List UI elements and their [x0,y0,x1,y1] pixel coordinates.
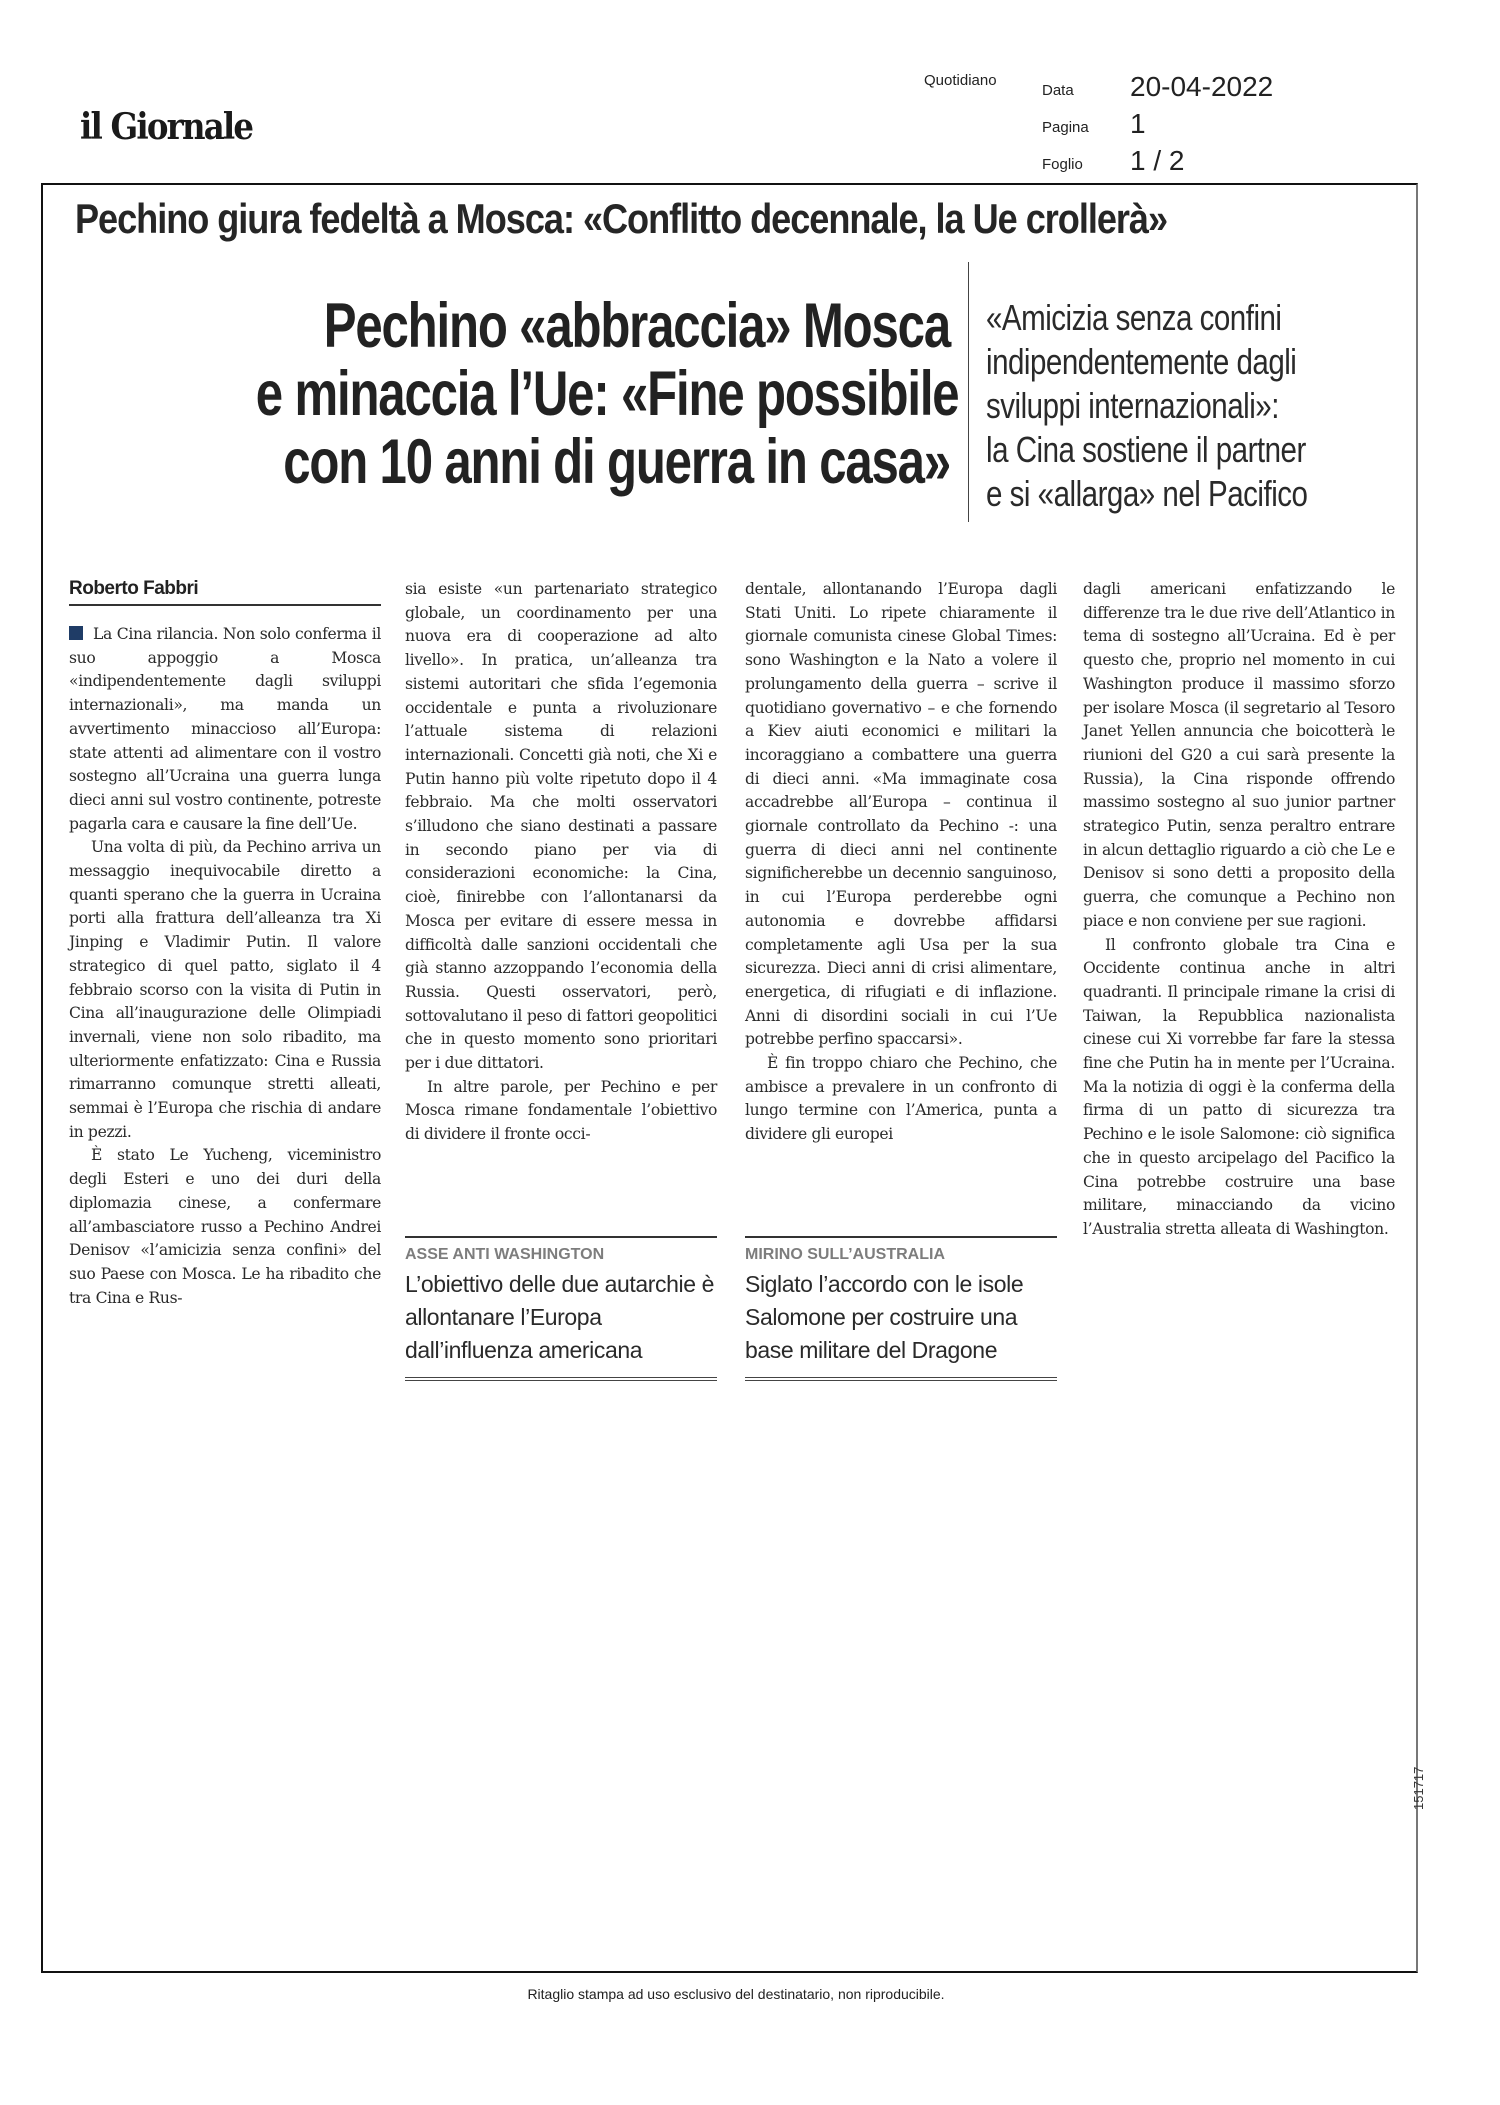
article-column-1 [69,623,381,1310]
paragraph: dentale, allontanando l’Europa dagli Stati Uniti. Lo ripete chiaramente il giornale comunista cinese Global Times: sono Washington e la Nato a volere il prolungamento della guerra – scrive il quotidiano governativo – e che fornendo a Kiev aiuti economici e militari la incoraggiano a combattere una guerra di dieci anni. «Ma immaginate cosa accadrebbe all’Europa – continua il giornale controllato da Pechino -: una guerra di dieci anni nel continente significherebbe un decennio sanguinoso, in cui l’Europa perderebbe ogni autonomia e dovrebbe affidarsi completamente agli Usa per la sua sicurezza. Dieci anni di crisi alimentare, energetica, di rifugiati e di inflazione. Anni di disordini sociali in cui l’Ue potrebbe perfino spaccarsi». [745,580,1057,1049]
article-headline [60,291,959,497]
clipping-meta [1042,70,1273,181]
byline: Roberto Fabbri [69,578,381,606]
paragraph: È stato Le Yucheng, viceministro degli Esteri e uno dei duri della diplomazia cinese, a confermare all’ambasciatore russo a Pechino Andrei Denisov «l’amicizia senza confini» del suo Paese con Mosca. Le ha ribadito che tra Cina e Rus- [69,1146,381,1307]
sidebar-label: ASSE ANTI WASHINGTON [405,1246,605,1263]
meta-label-page: Pagina [1042,119,1089,136]
sidebar-text: L’obiettivo delle due autarchie è allontanare l’Europa dall’influenza americana [405,1271,715,1363]
meta-value-page: 1 [1130,108,1146,139]
meta-value-date: 20-04-2022 [1130,71,1274,102]
paragraph: In altre parole, per Pechino e per Mosca rimane fondamentale l’obiettivo di dividere il fronte occi- [405,1077,717,1144]
subhead-line: la Cina sostiene il partner [986,429,1306,470]
paragraph: La Cina rilancia. Non solo conferma il suo appoggio a Mosca «indipendentemente dagli sviluppi internazionali», ma manda un avvertimento minaccioso all’Europa: state attenti ad alimentare con il vostro sostegno all’Ucraina una guerra lunga dieci anni sul vostro continente, potreste pagarla cara e causare la fine dell’Ue. [69,625,381,833]
copyright-note: Ritaglio stampa ad uso esclusivo del destinatario, non riproducibile. [527,1986,945,2002]
meta-label-date: Data [1042,82,1074,99]
paragraph: sia esiste «un partenariato strategico globale, un coordinamento per una nuova era di cooperazione ad alto livello». In pratica, un’alleanza tra sistemi autoritari che sfida l’egemonia occidentale e punta a rivoluzionare l’attuale sistema di relazioni internazionali. Concetti già noti, che Xi e Putin hanno più volte ripetuto dopo il 4 febbraio. Ma che molti osservatori s’illudono che siano destinati a passare in secondo piano per via di considerazioni economiche: la Cina, cioè, finirebbe con l’allontanarsi da Mosca per evitare di essere messa in difficoltà dalle sanzioni occidentali che già stanno azzoppando l’economia della Russia. Questi osservatori, però, sottovalutano il peso di fattori geopolitici che in questo momento sono prioritari per i due dittatori. [405,580,717,1073]
paragraph: È fin troppo chiaro che Pechino, che ambisce a prevalere in un confronto di lungo termine con l’America, punta a dividere gli europei [745,1054,1057,1144]
subhead-line: sviluppi internazionali»: [986,385,1279,426]
headline-line: Pechino «abbraccia» Mosca [323,291,950,361]
paragraph: Il confronto globale tra Cina e Occidente continua anche in altri quadranti. Il principale rimane la crisi di Taiwan, la Repubblica nazionalista cinese cui Xi vorrebbe far fare la stessa fine che Putin ha in mente per l’Ucraina. Ma la notizia di oggi è la conferma della firma di un patto di sicurezza tra Pechino e le isole Salomone: ciò significa che in questo arcipelago del Pacifico la Cina potrebbe costruire una base militare, minacciando da vicino l’Australia stretta alleata di Washington. [1083,935,1395,1238]
meta-label-sheet: Foglio [1042,156,1083,173]
sidebar-label: MIRINO SULL’AUSTRALIA [745,1246,945,1263]
headline-line: con 10 anni di guerra in casa» [283,427,950,497]
article-column-2 [405,578,717,1147]
subhead-line: e si «allarga» nel Pacifico [986,473,1308,514]
article-column-4 [1083,578,1395,1242]
article-kicker: Pechino giura fedeltà a Mosca: «Conflitto decennale, la Ue crollerà» [75,195,1168,242]
sidebar-box-australia [745,1236,1057,1381]
meta-value-sheet: 1 / 2 [1130,145,1185,176]
sidebar-text: Siglato l’accordo con le isole Salomone per costruire una base militare del Dragone [745,1271,1024,1363]
headline-divider [968,262,969,522]
lead-square-icon [69,626,83,640]
subhead-line: «Amicizia senza confini [986,297,1282,338]
sidebar-box-anti-washington [405,1236,717,1381]
paragraph: Una volta di più, da Pechino arriva un messaggio inequivocabile diretto a quanti sperano che la guerra in Ucraina porti alla frattura dell’alleanza tra Xi Jinping e Vladimir Putin. Il valore strategico di quel patto, siglato il 4 febbraio scorso con la visita di Putin in Cina all’inaugurazione delle Olimpiadi invernali, viene non solo ribadito, ma ulteriormente enfatizzato: Cina e Russia rimarranno comunque stretti alleati, semmai è l’Europa che rischia di andare in pezzi. [69,838,381,1141]
publication-type: Quotidiano [924,72,997,89]
paragraph: dagli americani enfatizzando le differenze tra le due rive dell’Atlantico in tema di sostegno all’Ucraina. Ed è per questo che, proprio nel momento in cui Washington produce il massimo sforzo per isolare Mosca (il segretario al Tesoro Janet Yellen annuncia che boicotterà le riunioni del G20 a cui sarà presente la Russia), la Cina risponde offrendo massimo sostegno al suo junior partner strategico Putin, senza peraltro entrare in alcun dettaglio riguardo a ciò che Le e Denisov si sono detti a proposito della guerra, che comunque a Pechino non piace e non conviene per sue ragioni. [1083,580,1395,930]
subhead-line: indipendentemente dagli [986,341,1297,382]
clipping-code: 151717 [1411,1766,1426,1810]
article-column-3 [745,578,1057,1147]
newspaper-logo: il Giornale [80,106,253,148]
article-subhead [986,296,1426,516]
headline-line: e minaccia l’Ue: «Fine possibile [255,359,959,429]
